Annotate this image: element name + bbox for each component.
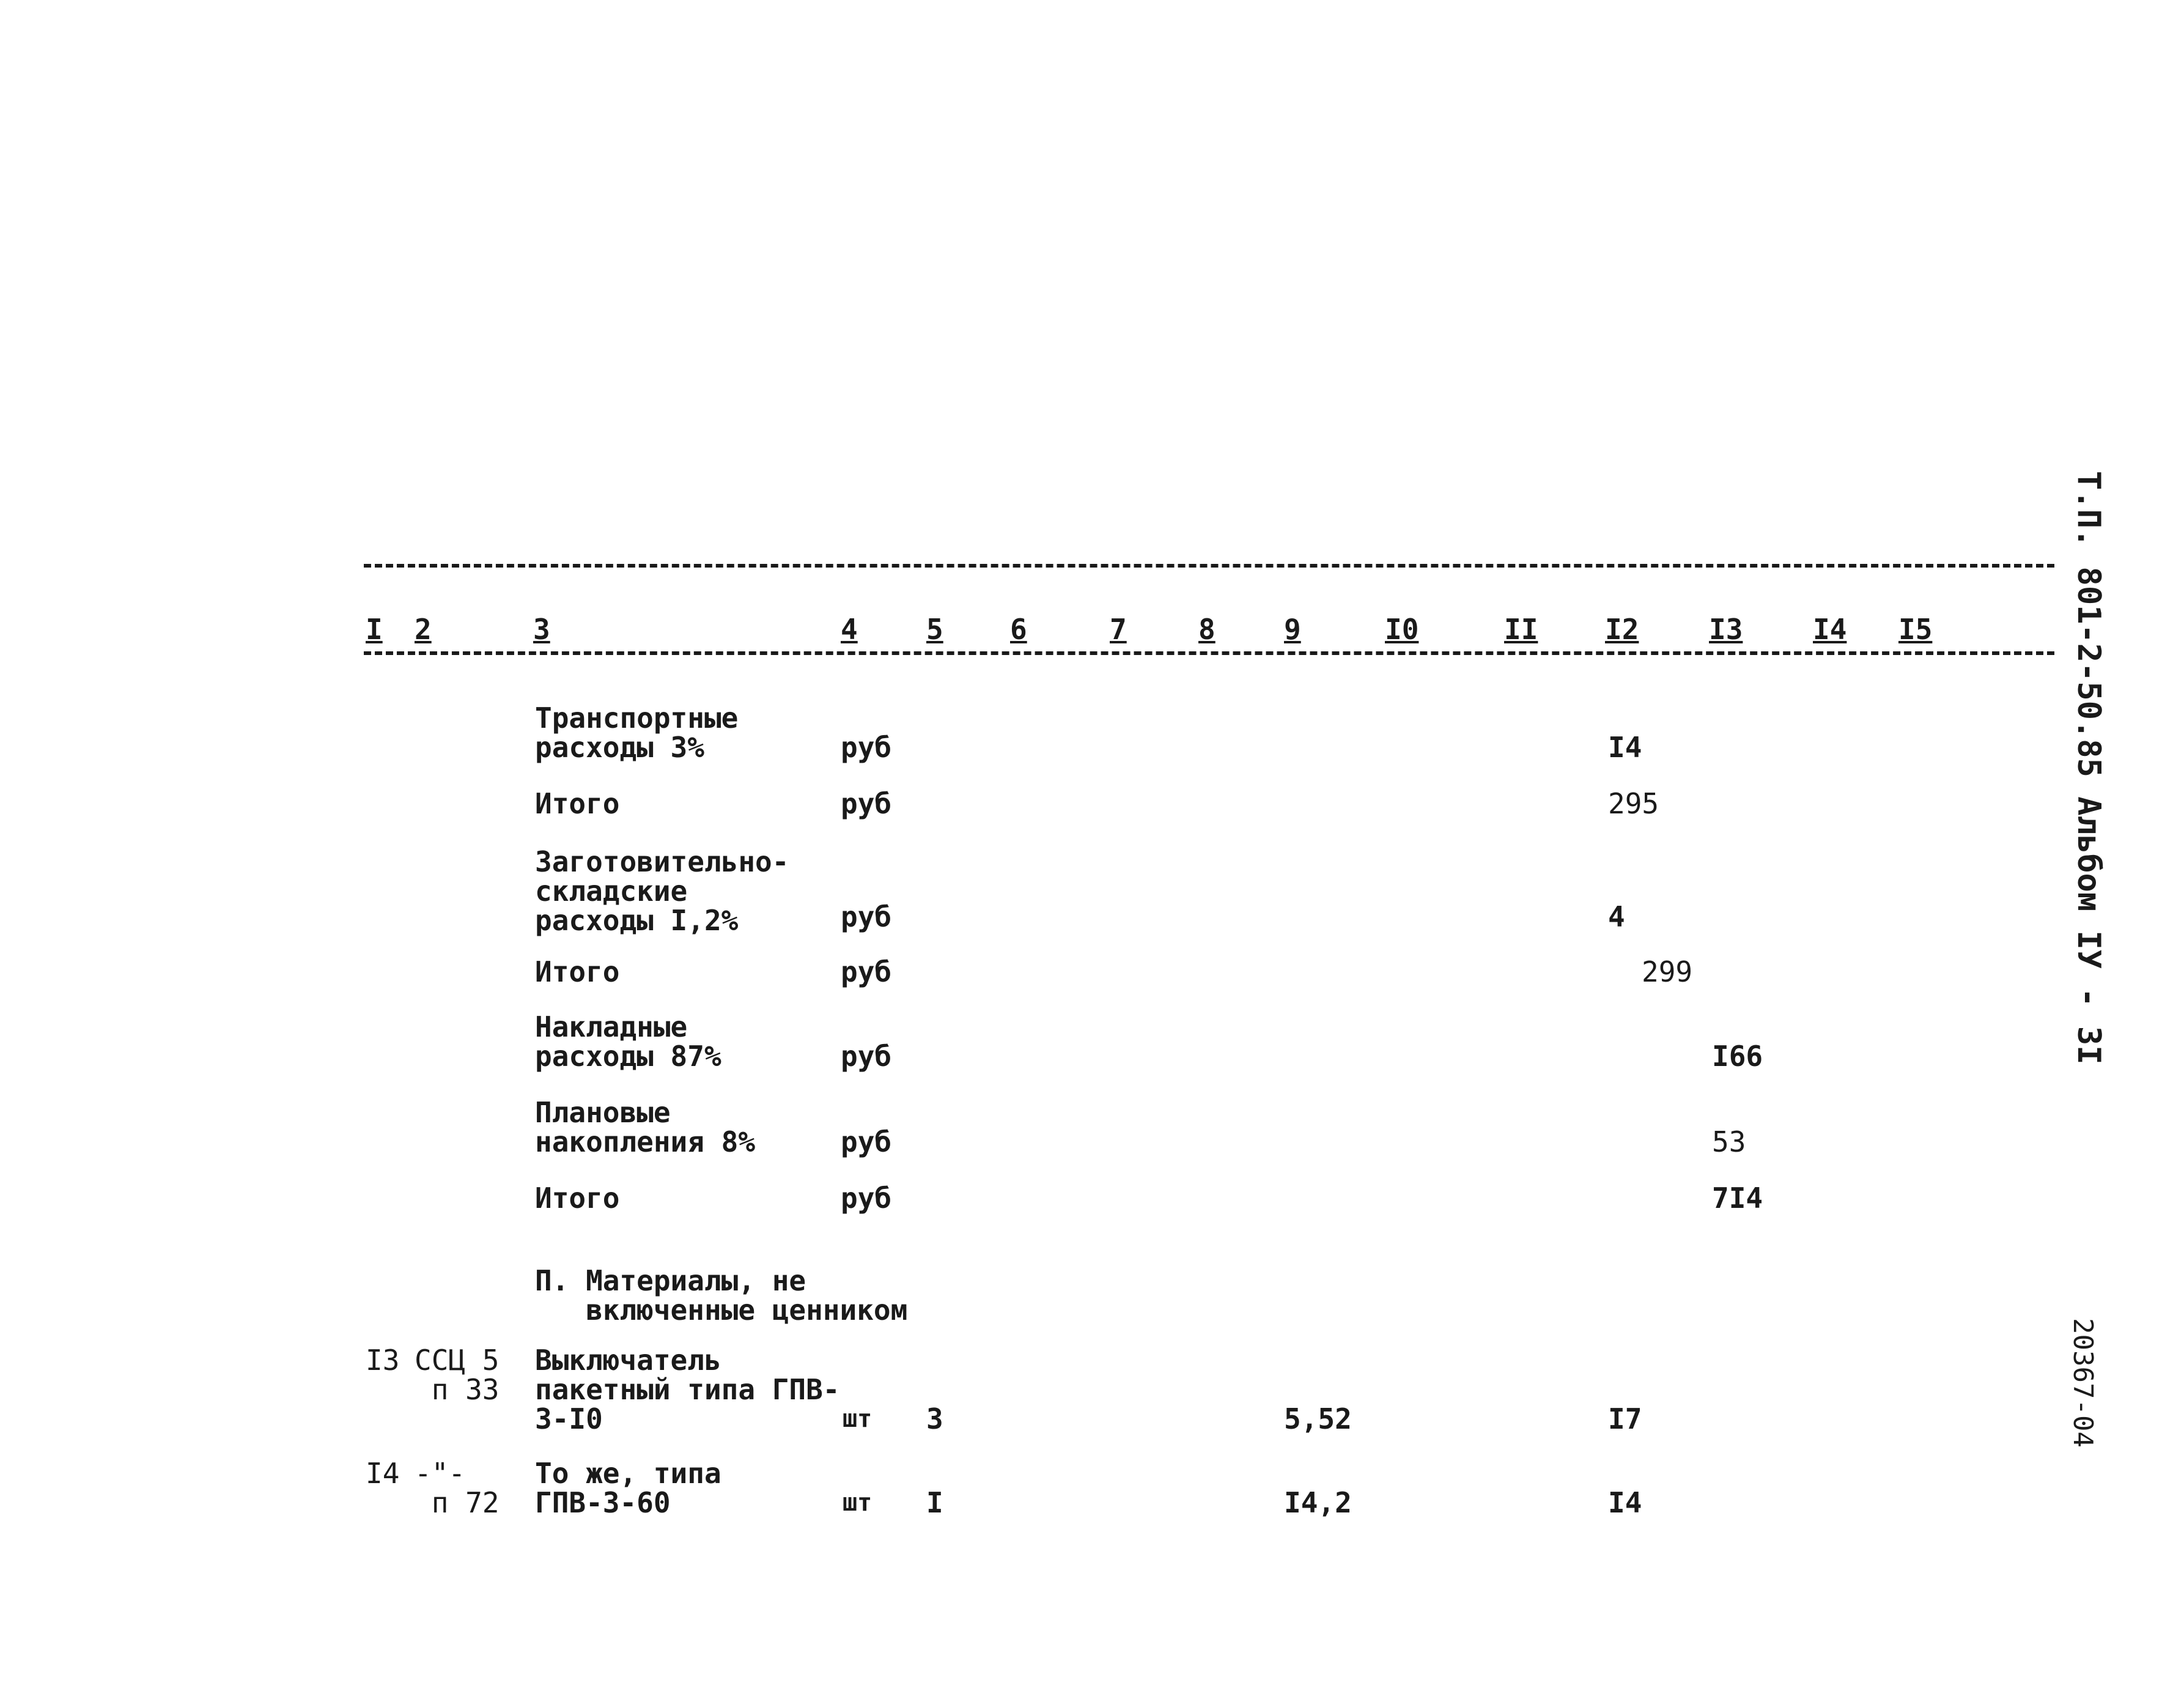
item-number: I3 — [366, 1344, 400, 1377]
column-number-5: 5 — [926, 613, 943, 646]
side-code: 20367-04 — [2067, 1318, 2098, 1448]
item-name: Выключатель пакетный типа ГПВ- 3-I0 — [535, 1344, 840, 1435]
item-name: То же, типа ГПВ-3-60 — [535, 1457, 721, 1519]
row-description: Итого — [535, 1182, 620, 1215]
row-unit: руб — [841, 1182, 892, 1215]
column-number-13: I3 — [1709, 613, 1743, 646]
row-col13: 7I4 — [1712, 1182, 1763, 1215]
item-qty: 3 — [926, 1402, 943, 1435]
item-price: I4,2 — [1284, 1486, 1352, 1519]
item-qty: I — [926, 1486, 943, 1519]
item-code: ССЦ 5 п 33 — [415, 1344, 500, 1406]
row-description: Итого — [535, 787, 620, 820]
column-number-7: 7 — [1110, 613, 1127, 646]
column-number-6: 6 — [1010, 613, 1027, 646]
item-number: I4 — [366, 1457, 400, 1490]
side-title: Т.П. 801-2-50.85 Альбом IУ - 3I — [2070, 471, 2107, 1065]
row-description: Заготовительно- складские расходы I,2% — [535, 845, 789, 937]
row-unit: руб — [841, 731, 892, 764]
column-number-10: I0 — [1385, 613, 1419, 646]
row-col13: 53 — [1712, 1125, 1746, 1158]
item-unit: шт — [843, 1489, 872, 1517]
column-number-2: 2 — [415, 613, 432, 646]
row-unit: руб — [841, 1125, 892, 1158]
row-unit: руб — [841, 787, 892, 820]
column-number-1: I — [366, 613, 383, 646]
row-description: Итого — [535, 955, 620, 988]
row-unit: руб — [841, 955, 892, 988]
item-unit: шт — [843, 1405, 872, 1433]
item-total: I7 — [1608, 1402, 1642, 1435]
section-title: П. Материалы, не включенные ценником — [535, 1264, 908, 1327]
column-number-3: 3 — [533, 613, 550, 646]
row-col12: 295 — [1608, 787, 1659, 820]
row-col12: 299 — [1642, 955, 1693, 988]
row-description: Плановые накопления 8% — [535, 1096, 756, 1158]
row-unit: руб — [841, 900, 892, 933]
item-code: -"- п 72 — [415, 1457, 500, 1519]
column-number-8: 8 — [1198, 613, 1216, 646]
item-total: I4 — [1608, 1486, 1642, 1519]
column-number-11: II — [1504, 613, 1538, 646]
row-description: Накладные расходы 87% — [535, 1010, 721, 1073]
column-number-12: I2 — [1605, 613, 1639, 646]
row-unit: руб — [841, 1040, 892, 1073]
bottom-dashed-rule — [364, 651, 2054, 655]
row-description: Транспортные расходы 3% — [535, 701, 739, 764]
item-price: 5,52 — [1284, 1402, 1352, 1435]
row-col13: I66 — [1712, 1040, 1763, 1073]
column-number-4: 4 — [841, 613, 858, 646]
top-dashed-rule — [364, 564, 2054, 568]
row-col12: I4 — [1608, 731, 1642, 764]
column-number-14: I4 — [1813, 613, 1847, 646]
row-col12: 4 — [1608, 900, 1625, 933]
column-number-9: 9 — [1284, 613, 1301, 646]
column-number-15: I5 — [1898, 613, 1933, 646]
